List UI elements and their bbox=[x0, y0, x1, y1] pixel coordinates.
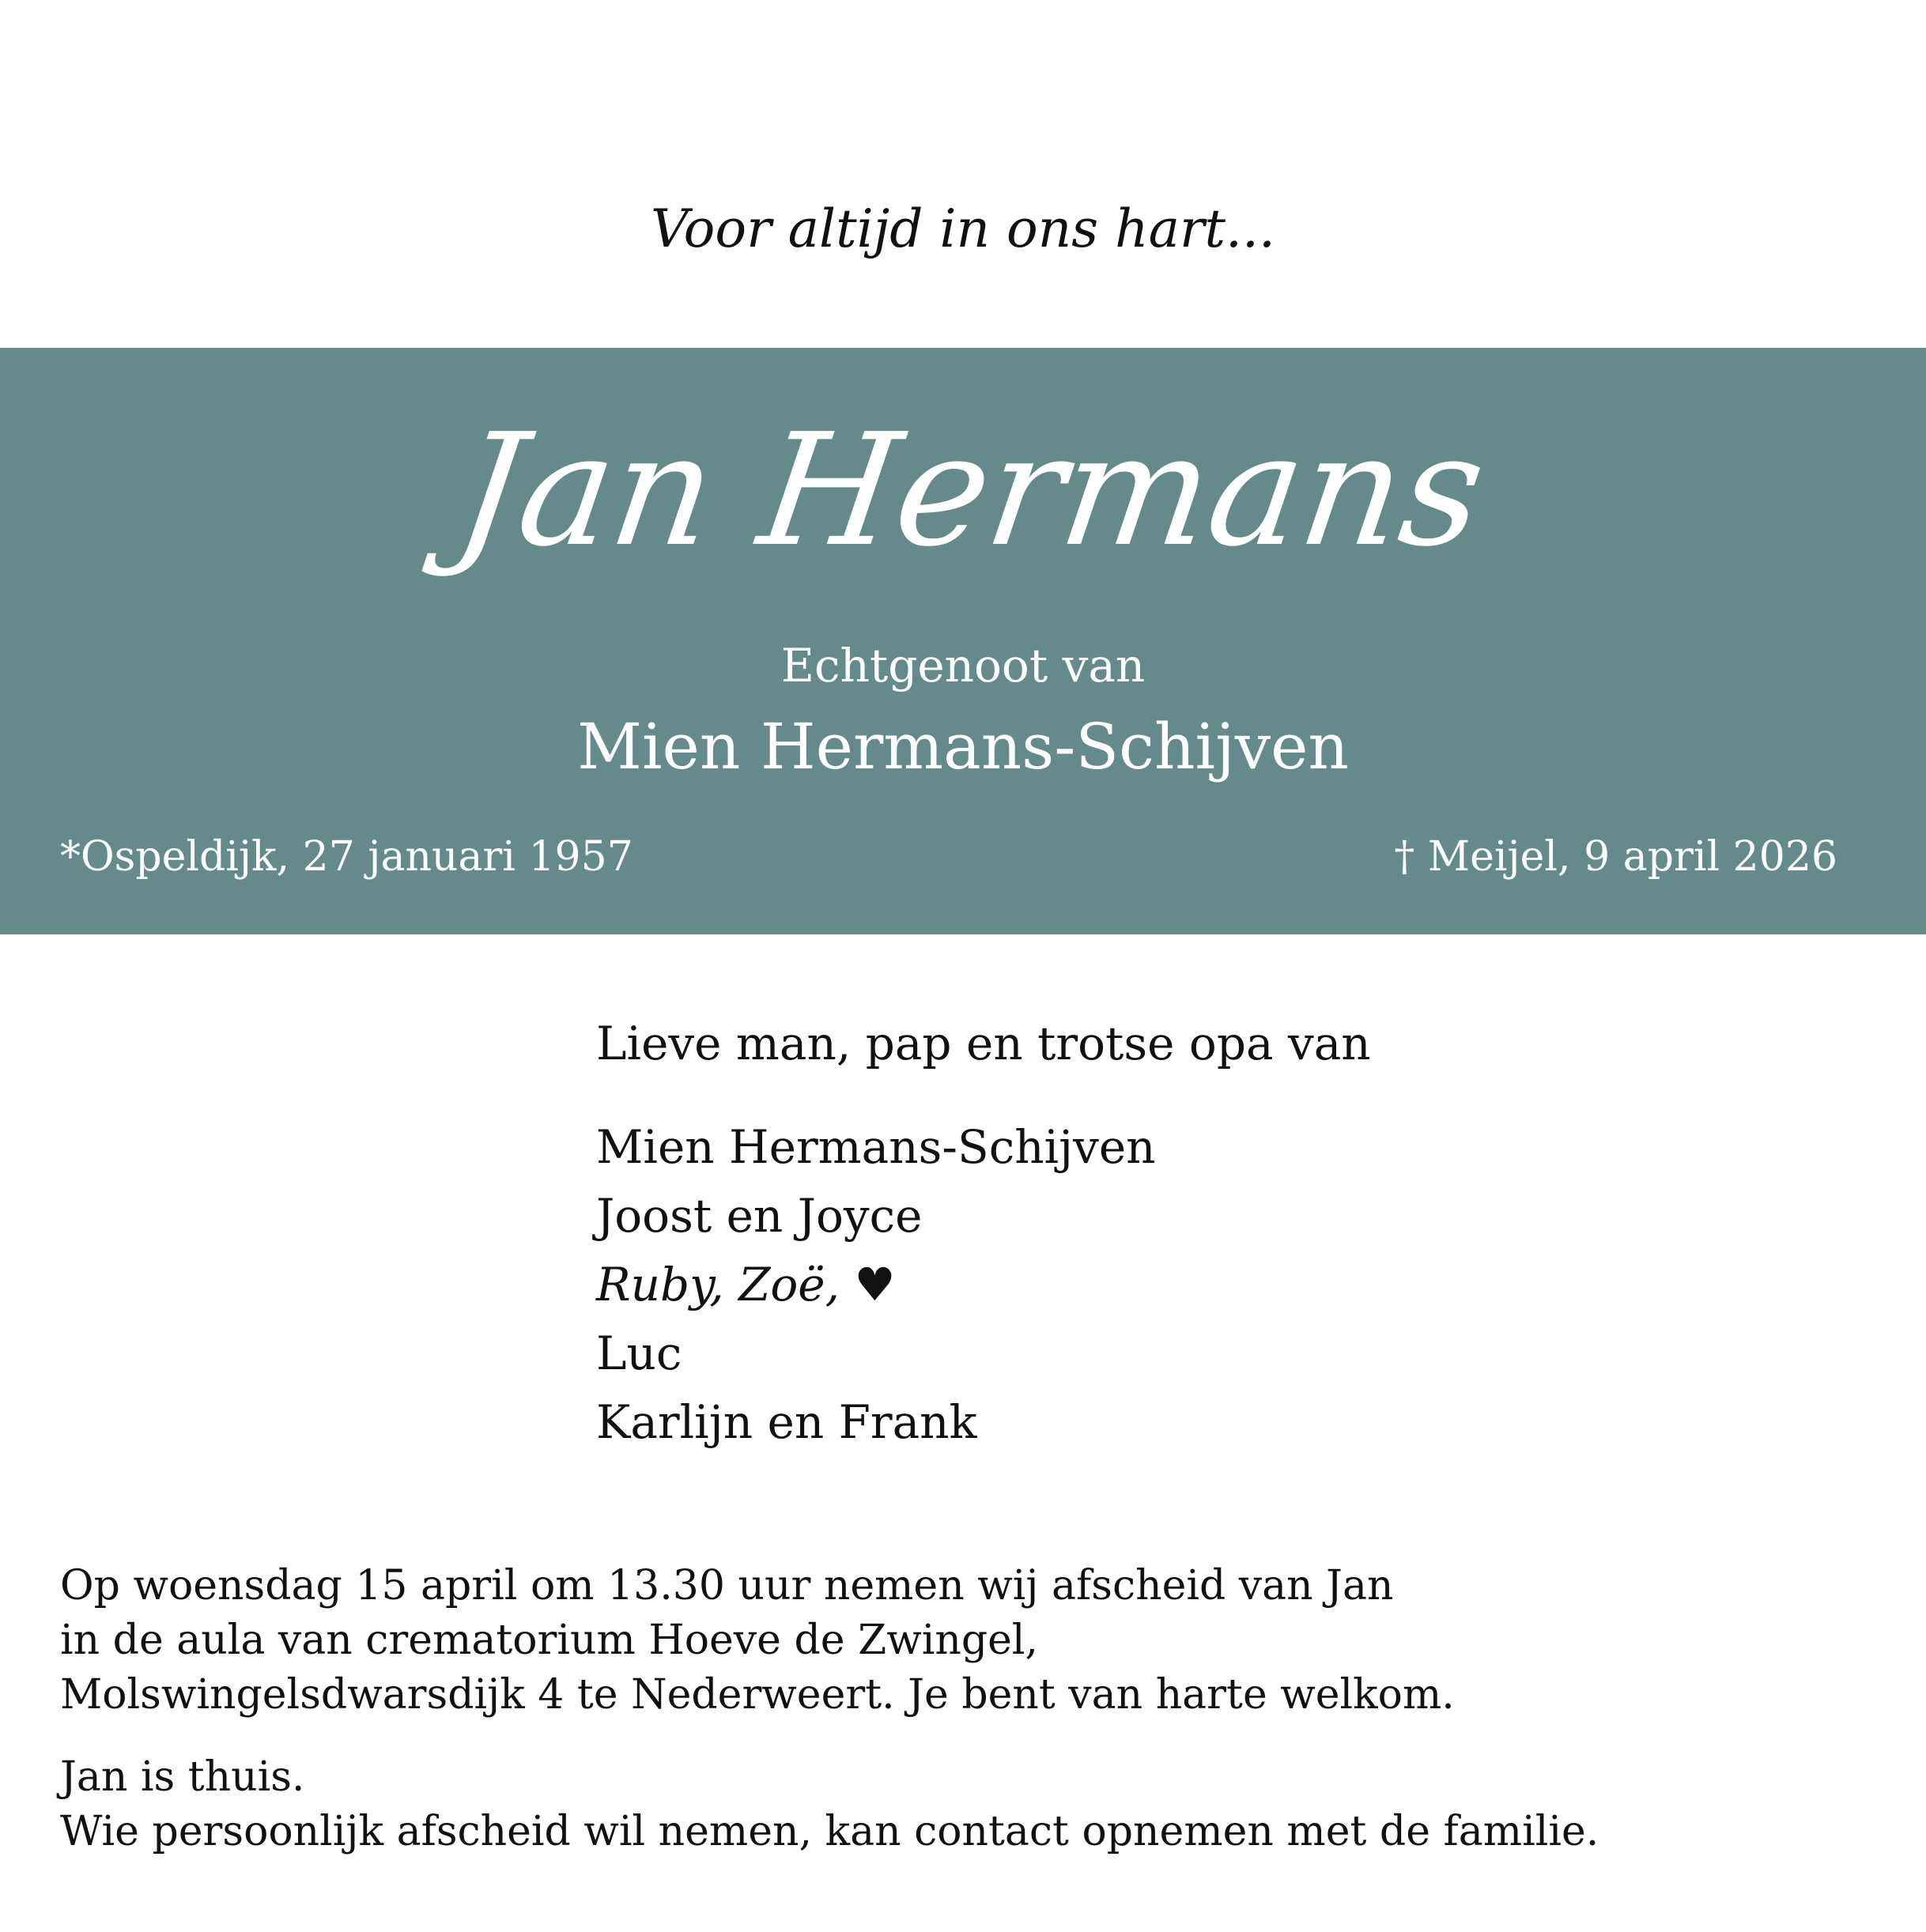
ceremony-line: Molswingelsdwarsdijk 4 te Nederweert. Je bent van harte welkom. bbox=[60, 1671, 1455, 1719]
ceremony-line: Op woensdag 15 april om 13.30 uur nemen wij afscheid van Jan bbox=[60, 1562, 1394, 1609]
birth-info: *Ospeldijk, 27 januari 1957 bbox=[60, 833, 633, 881]
family-member: Ruby, Zoë, ♥ bbox=[596, 1258, 896, 1311]
home-paragraph bbox=[60, 1750, 1599, 1859]
family-section bbox=[596, 1015, 1371, 1457]
ceremony-paragraph bbox=[60, 1559, 1599, 1723]
home-line: Wie persoonlijk afscheid wil nemen, kan contact opnemen met de familie. bbox=[60, 1808, 1599, 1855]
family-intro: Lieve man, pap en trotse opa van bbox=[596, 1017, 1371, 1070]
motto: Voor altijd in ons hart... bbox=[651, 198, 1275, 259]
home-line: Jan is thuis. bbox=[60, 1753, 305, 1801]
funeral-notice bbox=[60, 1559, 1599, 1859]
family-list bbox=[596, 1113, 1371, 1457]
family-member: Luc bbox=[596, 1326, 682, 1380]
ceremony-line: in de aula van crematorium Hoeve de Zwingel, bbox=[60, 1617, 1039, 1664]
family-member: Mien Hermans-Schijven bbox=[596, 1120, 1156, 1174]
family-member: Joost en Joyce bbox=[596, 1189, 923, 1243]
family-member: Karlijn en Frank bbox=[596, 1395, 977, 1449]
spouse-name: Mien Hermans-Schijven bbox=[577, 710, 1349, 783]
deceased-name: Jan Hermans bbox=[446, 400, 1495, 581]
name-banner bbox=[0, 348, 1926, 934]
spouse-label: Echtgenoot van bbox=[780, 639, 1146, 692]
death-info: † Meijel, 9 april 2026 bbox=[1394, 833, 1837, 881]
